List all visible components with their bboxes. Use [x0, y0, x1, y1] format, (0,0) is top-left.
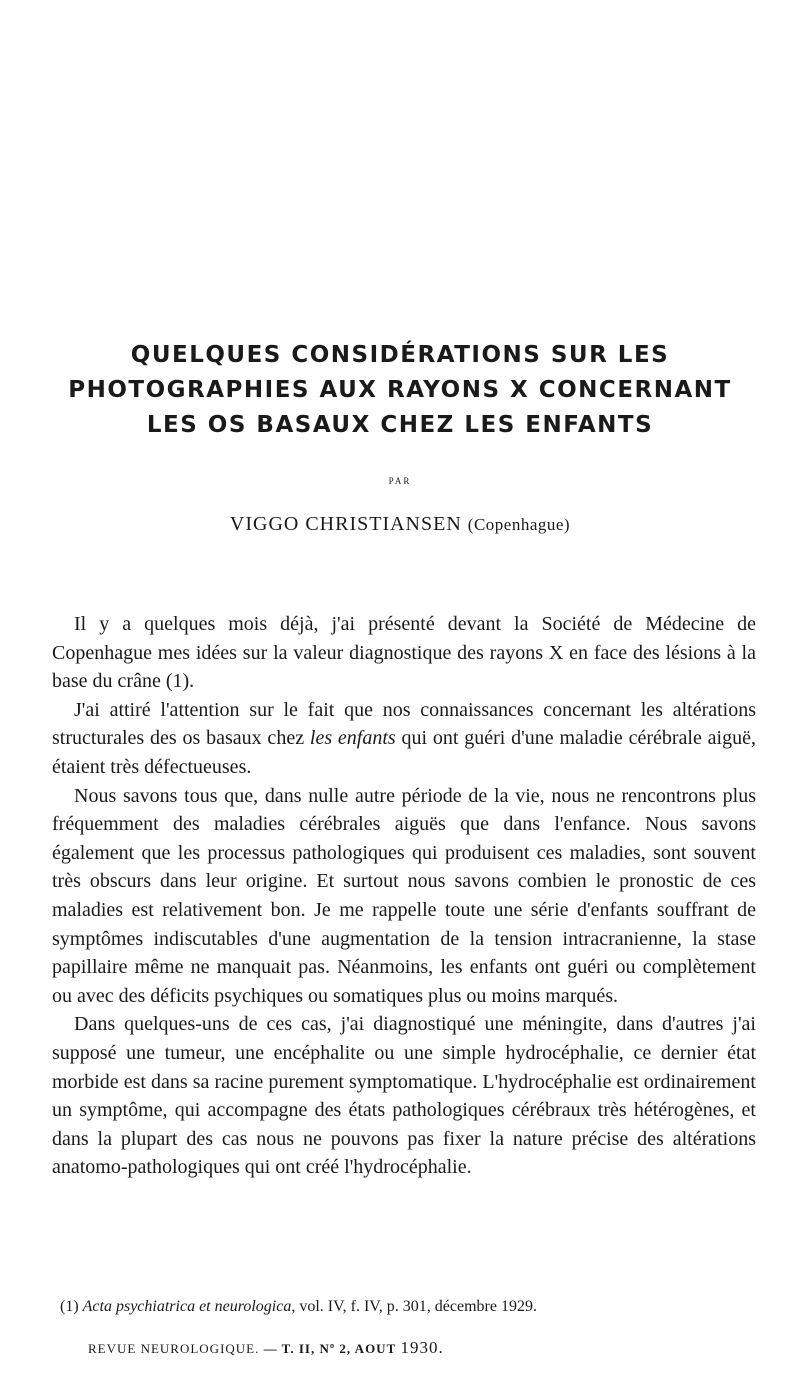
title-line-1: QUELQUES CONSIDÉRATIONS SUR LES [130, 342, 670, 368]
paragraph-2-start: J'ai attiré l'attention sur le fait que nos connaissances concernant les altérations structurales des os basaux chez [52, 698, 756, 750]
running-footer-year: 1930. [400, 1338, 444, 1357]
article-body [52, 610, 756, 1182]
article-title [40, 338, 760, 443]
paragraph-4: Dans quelques-uns de ces cas, j'ai diagnostiqué une méningite, dans d'autres j'ai supposé une tumeur, une encéphalite ou une simple hydrocéphalie, ce dernier état morbide est dans sa racine purement symptomatique. L'hydrocéphalie est ordinairement un symptôme, qui accompagne des états pathologiques cérébraux très hétérogènes, et dans la plupart des cas nous ne pouvons pas fixer la nature précise des altérations anatomo-pathologiques qui ont créé l'hydrocéphalie. [52, 1013, 756, 1179]
footnote-marker: (1) [60, 1298, 79, 1315]
paragraph-2-end: qui ont guéri d'une maladie cérébrale aiguë, étaient très défectueuses. [52, 727, 756, 778]
footnote-details: , vol. IV, f. IV, p. 301, décembre 1929. [291, 1298, 537, 1315]
author-place: (Copenhague) [467, 515, 571, 534]
author-name: VIGGO CHRISTIANSEN [229, 513, 462, 535]
footnote [60, 1298, 760, 1316]
paragraph-1: Il y a quelques mois déjà, j'ai présenté devant la Société de Médecine de Copenhague mes idées sur la valeur diagnostique des rayons X en face des lésions à la base du crâne (1). [52, 613, 756, 693]
running-footer-issue: — T. II, Nº 2, AOUT [263, 1341, 397, 1356]
title-line-3: LES OS BASAUX CHEZ LES ENFANTS [146, 412, 654, 438]
running-footer-journal: REVUE NEUROLOGIQUE. [88, 1341, 260, 1356]
footnote-journal: Acta psychiatrica et neurologica [82, 1298, 292, 1315]
running-footer [88, 1338, 444, 1358]
title-line-2: PHOTOGRAPHIES AUX RAYONS X CONCERNANT [68, 377, 732, 403]
paragraph-2-emphasis: les enfants [309, 727, 396, 750]
byline-par: PAR [388, 476, 412, 486]
paragraph-3: Nous savons tous que, dans nulle autre période de la vie, nous ne rencontrons plus fréquemment des maladies cérébrales aiguës que dans l'enfance. Nous savons également que les processus pathologiques qui produisent ces maladies, sont souvent très obscurs dans leur origine. Et surtout nous savons combien le pronostic de ces maladies est relativement bon. Je me rappelle toute une série d'enfants souffrant de symptômes indiscutables d'une augmentation de la tension intracranienne, la stase papillaire même ne manquait pas. Néanmoins, les enfants ont guéri ou complètement ou avec des déficits psychiques ou somatiques plus ou moins marqués. [52, 784, 756, 1007]
author-line [0, 513, 800, 536]
paragraph-2 [52, 696, 756, 782]
